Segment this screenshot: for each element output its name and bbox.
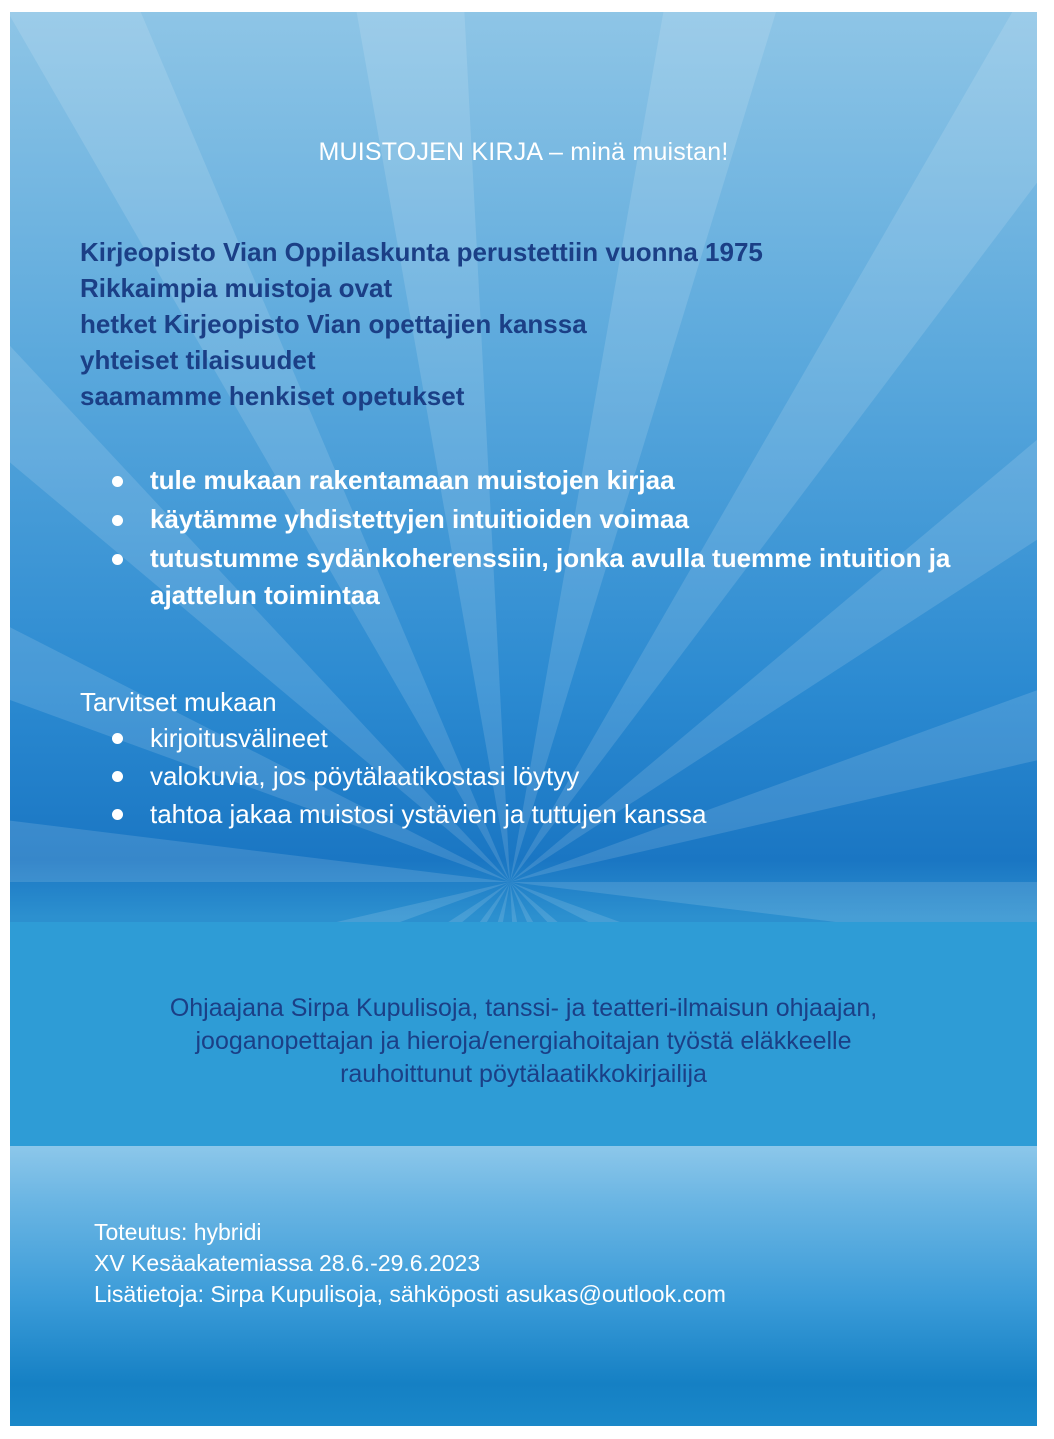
intro-line: yhteiset tilaisuudet — [80, 345, 316, 375]
list-item-text: tule mukaan rakentamaan muistojen kirjaa — [150, 465, 675, 495]
needs-heading: Tarvitset mukaan — [80, 687, 277, 717]
list-item-text: valokuvia, jos pöytälaatikostasi löytyy — [150, 761, 580, 791]
list-item — [80, 757, 980, 795]
instructor-line: jooganopettajan ja hieroja/energiahoitajan työstä eläkkeelle — [195, 1027, 852, 1055]
list-item — [80, 462, 980, 499]
list-item-text: kirjoitusvälineet — [150, 723, 328, 753]
poster-title: MUISTOJEN KIRJA – minä muistan! — [318, 138, 729, 166]
details-line: Lisätietoja: Sirpa Kupulisoja, sähköposti asukas@outlook.com — [94, 1281, 726, 1307]
bullet-icon — [112, 476, 123, 487]
list-item-text: tahtoa jakaa muistosi ystävien ja tuttujen kanssa — [150, 799, 707, 829]
bullet-icon — [112, 554, 123, 565]
list-item — [80, 795, 980, 833]
list-item-text: käytämme yhdistettyjen intuitioiden voimaa — [150, 504, 689, 534]
needs-list — [80, 719, 980, 833]
details-line: XV Kesäakatemiassa 28.6.-29.6.2023 — [94, 1250, 481, 1276]
intro-line: Kirjeopisto Vian Oppilaskunta perustettiin vuonna 1975 — [80, 237, 763, 267]
bullet-icon — [112, 809, 123, 820]
details-line: Toteutus: hybridi — [94, 1219, 262, 1245]
instructor-line: Ohjaajana Sirpa Kupulisoja, tanssi- ja teatteri-ilmaisun ohjaajan, — [169, 994, 878, 1022]
list-item — [80, 719, 980, 757]
activities-list — [80, 462, 980, 616]
event-details — [94, 1217, 726, 1310]
intro-line: hetket Kirjeopisto Vian opettajien kanssa — [80, 309, 587, 339]
list-item — [80, 540, 980, 614]
intro-text — [80, 234, 763, 414]
poster — [10, 12, 1037, 1426]
bullet-icon — [112, 771, 123, 782]
list-item-text: tutustumme sydänkoherenssiin, jonka avulla tuemme intuition ja ajattelun toimintaa — [150, 543, 951, 610]
instructor-info — [10, 992, 1037, 1091]
bullet-icon — [112, 515, 123, 526]
instructor-line: rauhoittunut pöytälaatikkokirjailija — [340, 1060, 707, 1088]
intro-line: Rikkaimpia muistoja ovat — [80, 273, 393, 303]
intro-line: saamamme henkiset opetukset — [80, 381, 465, 411]
bullet-icon — [112, 733, 123, 744]
list-item — [80, 501, 980, 538]
